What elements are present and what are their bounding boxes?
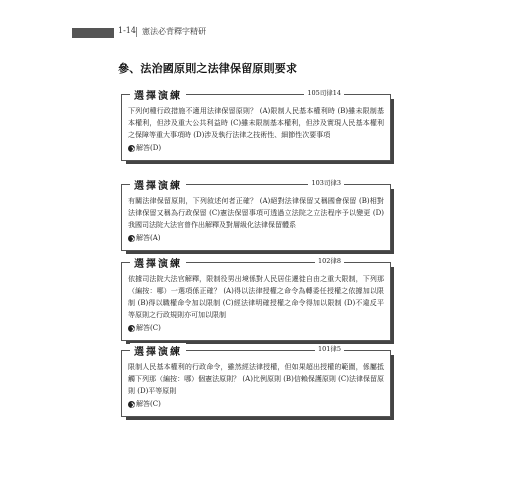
answer-text: 解答(C)	[136, 400, 161, 408]
page-header	[0, 0, 520, 48]
header-divider	[136, 27, 137, 37]
exercise-box	[121, 89, 391, 161]
arrow-circle-icon	[128, 401, 135, 408]
book-title: 憲法必背釋字精研	[142, 27, 206, 36]
exercise-question: 依據司法院大法官解釋，限制役男出境係對人民居住遷徙自由之重大限制，下列那（編按：哪）一選項係正確？ (A)得以法律授權之命令為轉委任授權之依據加以限制 (B)得以職權命令加以限制 (C)經法律明確授權之命令得加以限制 (D)不違反平等原則之行政規則亦可加以限制	[128, 275, 384, 319]
exercise-answer	[128, 232, 384, 244]
arrow-circle-icon	[128, 145, 135, 152]
exercise-question: 限制人民基本權利的行政命令，雖然經法律授權，但如果超出授權的範圍，係屬抵觸下列那（編按：哪）個憲法原則？ (A)比例原則 (B)信賴保護原則 (C)法律保留原則 (D)平等原則	[128, 363, 384, 395]
exercise-label: 選擇演練	[130, 255, 186, 270]
arrow-circle-icon	[128, 235, 135, 242]
exercise-label: 選擇演練	[130, 343, 186, 358]
exercise-label: 選擇演練	[130, 87, 186, 102]
answer-text: 解答(D)	[136, 144, 162, 152]
exercise-source: 102律8	[315, 256, 344, 265]
exercise-answer	[128, 398, 384, 410]
exercise-answer	[128, 142, 384, 154]
page-number: 1-14	[118, 26, 136, 35]
answer-text: 解答(C)	[136, 324, 161, 332]
exercise-source: 101律5	[315, 344, 344, 353]
arrow-circle-icon	[128, 325, 135, 332]
exercise-answer	[128, 322, 384, 334]
exercise-question: 下列何種行政措施不適用法律保留原則？ (A)限制人民基本權利時 (B)雖未限制基本權利，但涉及重大公共利益時 (C)雖未限制基本權利，但涉及實現人民基本權利之保障等重大事項時 (D)涉及執行法律之技術性、細節性次要事項	[128, 107, 384, 139]
exercise-box	[121, 345, 391, 417]
exercise-box	[121, 179, 391, 251]
exercise-question: 有關法律保留原則，下列敘述何者正確？ (A)絕對法律保留又稱國會保留 (B)相對法律保留又稱為行政保留 (C)憲法保留事項可透過立法院之立法程序予以變更 (D)我國司法院大法官曾作出解釋及對層級化法律保留體系	[128, 197, 384, 229]
answer-text: 解答(A)	[136, 234, 161, 242]
exercise-source: 103司律3	[308, 178, 344, 187]
exercise-source: 105司律14	[304, 88, 344, 97]
exercise-box	[121, 257, 391, 341]
section-title: 參、法治國原則之法律保留原則要求	[118, 62, 298, 75]
header-bar-decoration	[72, 28, 114, 38]
exercise-label: 選擇演練	[130, 177, 186, 192]
